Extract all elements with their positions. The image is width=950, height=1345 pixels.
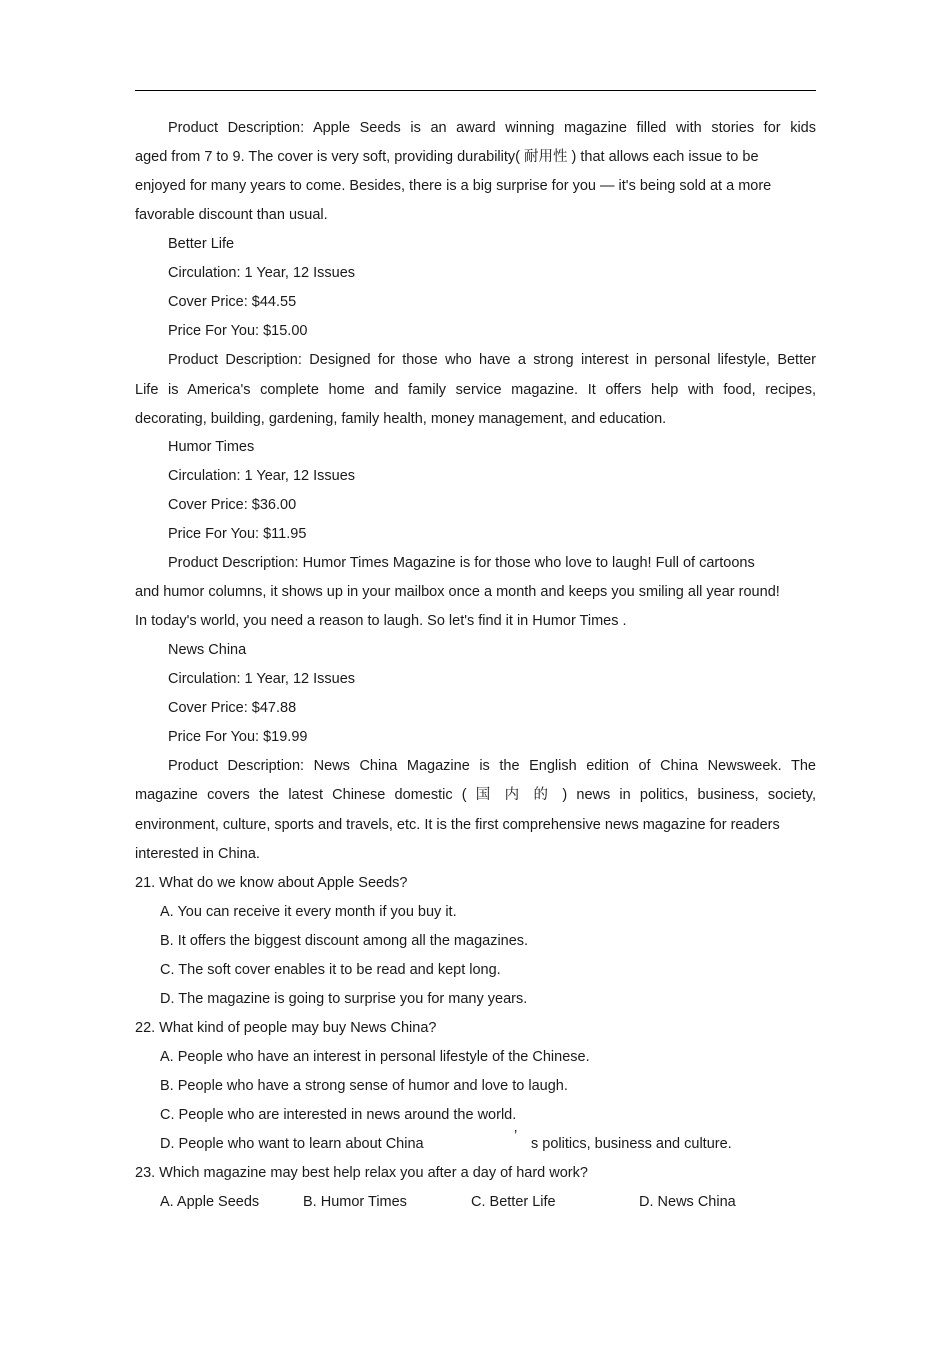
apple-seeds-desc-line-3: enjoyed for many years to come. Besides, there is a big surprise for you — it's being sold at a more: [135, 178, 772, 194]
better-life-desc-line-3: decorating, building, gardening, family health, money management, and education.: [135, 411, 667, 427]
apple-seeds-desc-line-2: [135, 148, 816, 166]
question-21-option-d: D. The magazine is going to surprise you for many years.: [160, 991, 528, 1007]
question-23-stem: 23. Which magazine may best help relax you after a day of hard work?: [135, 1165, 588, 1181]
question-22-option-d: [160, 1128, 816, 1153]
apple-seeds-desc-line-4: favorable discount than usual.: [135, 207, 328, 223]
humor-times-desc-line-1: Product Description: Humor Times Magazine is for those who love to laugh! Full of cartoons: [168, 555, 755, 571]
humor-times-price-for-you: Price For You: $11.95: [168, 526, 307, 542]
question-21-option-a: A. You can receive it every month if you buy it.: [160, 904, 457, 920]
humor-times-cover-price: Cover Price: $36.00: [168, 497, 297, 513]
question-23-option-a: A. Apple Seeds: [160, 1194, 260, 1210]
news-china-desc-line-2: magazine covers the latest Chinese domestic ( 国 内 的 ) news in politics, business, society,: [135, 787, 816, 803]
better-life-desc-line-1: Product Description: Designed for those who have a strong interest in personal lifestyle, Better: [168, 352, 816, 368]
question-22-option-a: A. People who have an interest in personal lifestyle of the Chinese.: [160, 1049, 590, 1065]
question-22-option-c: C. People who are interested in news around the world.: [160, 1107, 517, 1123]
humor-times-desc-line-3: In today's world, you need a reason to laugh. So let's find it in Humor Times .: [135, 613, 627, 629]
question-23-option-d: D. News China: [639, 1194, 736, 1210]
better-life-desc-line-2: Life is America's complete home and family service magazine. It offers help with food, recipes,: [135, 382, 816, 398]
better-life-price-for-you: Price For You: $15.00: [168, 323, 308, 339]
humor-times-title: Humor Times: [168, 439, 255, 455]
news-china-circulation: Circulation: 1 Year, 12 Issues: [168, 671, 356, 687]
better-life-cover-price: Cover Price: $44.55: [168, 294, 297, 310]
news-china-title: News China: [168, 642, 247, 658]
news-china-desc-line-1: Product Description: News China Magazine is the English edition of China Newsweek. The: [168, 758, 816, 774]
news-china-desc-line-4: interested in China.: [135, 846, 260, 862]
question-22-option-d-apostrophe: ’: [514, 1128, 518, 1144]
news-china-desc-line-3: environment, culture, sports and travels, etc. It is the first comprehensive news magazine for readers: [135, 817, 780, 833]
question-23-option-b: B. Humor Times: [303, 1194, 407, 1210]
header-rule: [135, 90, 816, 91]
news-china-price-for-you: Price For You: $19.99: [168, 729, 308, 745]
apple-seeds-desc-line-1: Product Description: Apple Seeds is an award winning magazine filled with stories for kids: [168, 120, 816, 136]
question-21-option-c: C. The soft cover enables it to be read and kept long.: [160, 962, 501, 978]
question-23-option-c: C. Better Life: [471, 1194, 556, 1210]
question-22-option-b: B. People who have a strong sense of humor and love to laugh.: [160, 1078, 568, 1094]
apple-seeds-desc-text: aged from 7 to 9. The cover is very soft, providing durability( 耐用性 ) that allows each issue to be: [135, 149, 759, 165]
question-21-stem: 21. What do we know about Apple Seeds?: [135, 875, 408, 891]
news-china-cover-price: Cover Price: $47.88: [168, 700, 297, 716]
question-22-option-d-text: D. People who want to learn about China: [160, 1136, 424, 1152]
question-22-stem: 22. What kind of people may buy News China?: [135, 1020, 437, 1036]
question-22-option-d-tail: s politics, business and culture.: [531, 1136, 732, 1152]
better-life-title: Better Life: [168, 236, 235, 252]
humor-times-circulation: Circulation: 1 Year, 12 Issues: [168, 468, 356, 484]
question-21-option-b: B. It offers the biggest discount among all the magazines.: [160, 933, 529, 949]
better-life-circulation: Circulation: 1 Year, 12 Issues: [168, 265, 356, 281]
humor-times-desc-line-2: and humor columns, it shows up in your mailbox once a month and keeps you smiling all year round!: [135, 584, 780, 600]
